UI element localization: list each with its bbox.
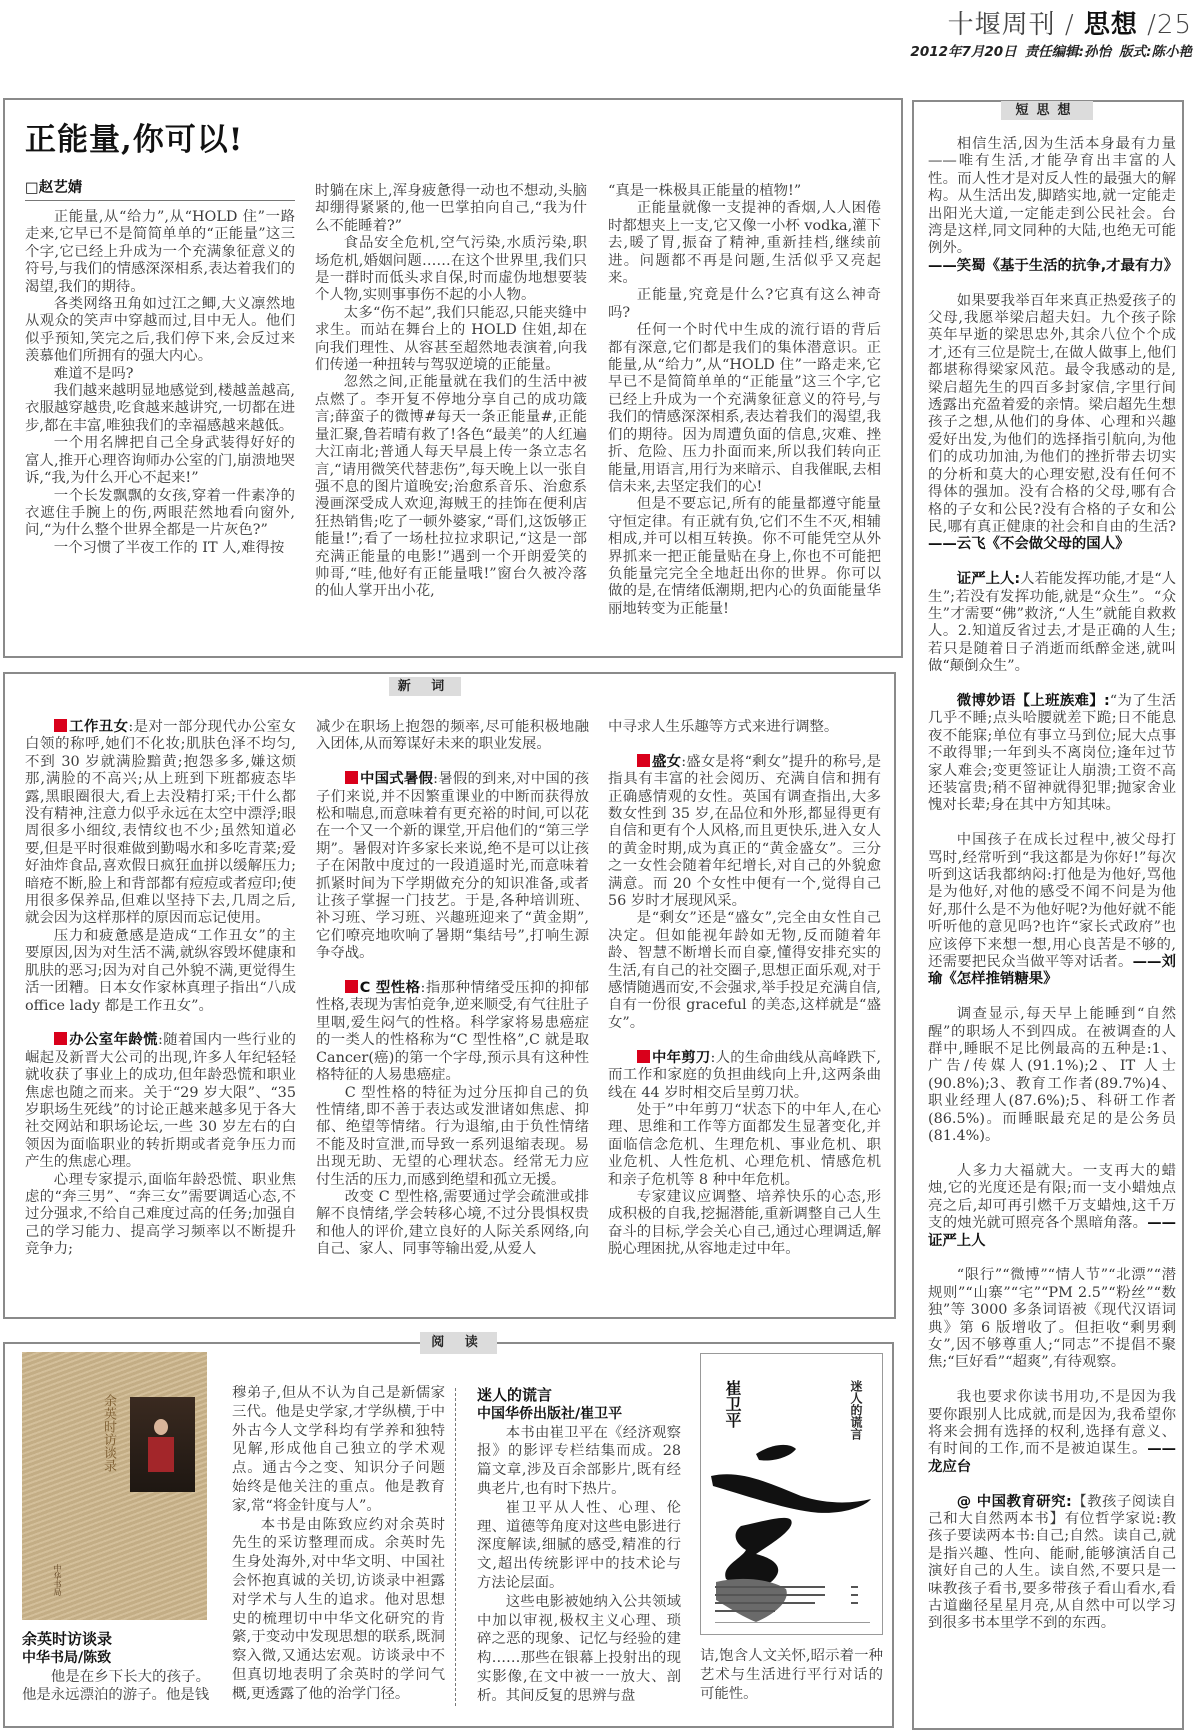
book2-text-a: [477, 1424, 681, 1706]
paragraph: [608, 496, 881, 618]
paragraph-text: 太多“伤不起”,我们只能忍,只能夹缝中求生。而站在舞台上的 HOLD 住姐,却在向我们理性、从容甚至超然地表演着,向我们传递一种扭转与驾驭逆境的正能量。: [315, 304, 587, 374]
paragraph: [315, 305, 587, 375]
section-name: 思想: [1083, 10, 1138, 40]
paragraph-text: C 型性格的特征为过分压抑自己的负性情绪,即不善于表达或发泄诸如焦虑、抑郁、绝望等情绪。行为退缩,由于负性情绪不能及时宣泄,而导致一系列退缩表现。易出现无助、无望的心理状态。经常无力应付生活的压力,而感到绝望和孤立无援。: [316, 1084, 589, 1188]
paragraph-text: “为了生活几乎不睡;点头哈腰就差下跪;日不能息夜不能寐;单位有事立马到位;屁大点事不敢得罪;一年到头不离岗位;逢年过节家人难会;变更签证让人崩溃;工资不高还装富贵;稍不留神就得犯罪;抛家舍业愧对长辈;身在其中方知其味。: [928, 692, 1177, 814]
paragraph: [25, 383, 295, 435]
quote-item: [928, 693, 1176, 815]
paragraph: [316, 771, 589, 962]
paragraph-text: 他是在乡下长大的孩子。他是永远漂泊的游子。他是钱: [22, 1668, 210, 1704]
quote-lead: @ 中国教育研究:: [956, 1493, 1072, 1510]
paragraph: [316, 980, 589, 1084]
paragraph-text: 【教孩子阅读自己和大自然两本书】有位哲学家说:教孩子要读两本书:自己;自然。读自己,就是指兴趣、性向、能耐,能够演活自己演好自己的人生。读自然,不要只是一味教孩子看书,要多带孩子看山看水,看古道幽径星星月亮,从自然中可以学习到很多书本里学不到的东西。: [928, 1493, 1176, 1632]
paragraph: [608, 322, 881, 496]
paragraph: [316, 1189, 589, 1259]
cover-title: 余英时访谈录: [101, 1394, 116, 1472]
quote-item: [928, 1389, 1176, 1476]
paragraph: [25, 488, 295, 540]
red-square-icon: [345, 980, 358, 993]
masthead: [948, 4, 1192, 41]
quote-item: [928, 1006, 1176, 1145]
paragraph-text: 一个长发飘飘的女孩,穿着一件素净的衣遮住手腕上的伤,两眼茫然地看向窗外,问,“为什么整个世界全都是一片灰色?”: [25, 487, 295, 539]
paragraph: [477, 1424, 681, 1499]
book2-publisher: 中国华侨出版社/崔卫平: [477, 1405, 623, 1422]
paragraph-text: 诘,饱含人文关怀,昭示着一种艺术与生活进行平行对话的可能性。: [700, 1648, 883, 1702]
term-label: 中年剪刀: [651, 1049, 711, 1066]
paragraph: [25, 209, 295, 296]
article-title: 正能量,你可以!: [25, 122, 244, 158]
editor: 责任编辑:孙怡: [1024, 44, 1112, 60]
paragraph: [608, 754, 881, 911]
paragraph-text: 中寻求人生乐趣等方式来进行调整。: [608, 719, 839, 735]
paragraph-text: 食品安全危机,空气污染,水质污染,职场危机,婚姻问题……在这个世界里,我们只是一群时而低头求自保,时而虚伪地想要装个人物,实则事事伤不起的小人物。: [315, 235, 587, 304]
paragraph-text: 一个用名牌把自己全身武装得好好的富人,推开心理咨询师办公室的门,崩溃地哭诉,“我,为什么开心不起来!”: [25, 435, 295, 487]
paragraph-text: 各类网络丑角如过江之鲫,大义凛然地从观众的笑声中穿越而过,目中无人。他们似乎预知,笑完之后,我们停下来,会反过来羡慕他们所拥有的强大内心。: [25, 296, 295, 365]
paragraph: [608, 183, 881, 200]
quote-item: [928, 832, 1176, 989]
term-label: 办公室年龄慌: [68, 1032, 158, 1049]
cover-photo: [130, 1397, 195, 1492]
red-square-icon: [637, 1050, 650, 1063]
cover-publisher: 中华书局: [53, 1564, 62, 1596]
sidebar-quotes: [928, 136, 1179, 1650]
paragraph: [608, 719, 881, 736]
paragraph: [608, 287, 881, 322]
quote-attribution: ——云飞《不会做父母的国人》: [928, 536, 1130, 553]
paragraph-text: 忽然之间,正能量就在我们的生活中被点燃了。李开复不停地分享自己的成功箴言;薛蛮子的微博#每天一条正能量#,正能量汇聚,鲁若晴有救了!各色“最美”的人红遍大江南北;普通人每天早晨上传一条立志名言,“请用微笑代替悲伤”,每天晚上以一张自强不息的图片道晚安;治愈系音乐、治愈系漫画深受成人欢迎,海贼王的挂饰在便利店狂热销售;吃了一顿外婆家,“哥们,这饭够正能量!”;看了一场杜拉拉求职记,“这是一部充满正能量的电影!”遇到一个开朗爱笑的帅哥,“哇,他好有正能量哦!”窗台久被冷落的仙人掌开出小花,: [315, 374, 587, 600]
paragraph-text: 崔卫平从人性、心理、伦理、道德等角度对这些电影进行深度解读,细腻的感受,精准的行文,超出传统影评中的技术论与方法论层面。: [477, 1499, 681, 1591]
quote-lead: 证严上人:: [956, 571, 1021, 588]
paragraph: [232, 1516, 445, 1704]
paragraph-text: 正能量,究竟是什么?它真有这么神奇吗?: [608, 287, 881, 321]
paragraph-text: 本书是由陈致应约对余英时先生的采访整理而成。余英时先生身处海外,对中华文明、中国社会怀抱真诚的关切,访谈录中袒露对学术与人生的追求。他对思想史的梳理切中中华文化研究的肯綮,于变动中发现思想的联系,既洞察入微,又通达宏观。访谈录中不但真切地表明了余英时的学问气概,更透露了他的治学门径。: [232, 1516, 445, 1702]
quote-item: [928, 1163, 1176, 1250]
book1-publisher: 中华书局/陈致: [22, 1649, 112, 1666]
paragraph-text: 这些电影被她纳入公共领域中加以审视,极权主义心理、琐碎之恶的现象、记忆与经验的建构……那些在银幕上投射出的现实影像,在文中被一一放大、剖析。其间反复的思辨与盘: [477, 1593, 681, 1704]
paragraph: [25, 540, 295, 557]
paragraph: [25, 1172, 296, 1259]
layout-editor: 版式:陈小艳: [1119, 44, 1192, 60]
quote-item: [928, 1267, 1176, 1371]
paragraph-text: 中国孩子在成长过程中,被父母打骂时,经常听到“我这都是为你好!”每次听到这话我都纳闷:打他是为他好,骂他是为他好,对他的感受不闻不问是为他好,那什么是不为他好呢?为他好就不能听听他的意见吗?也许“家长式政府”也应该停下来想一想,用心良苦是不够的,还需要把民众当做平等对话者。: [928, 832, 1176, 971]
paragraph-text: 心理专家提示,面临年龄恐慌、职业焦虑的“奔三男”、“奔三女”需要调适心态,不过分强求,不给自己难度过高的任务;加强自己的学习能力、提高学习频率以不断提升竞争力;: [25, 1171, 296, 1258]
paragraph-text: :盛女是将“剩女”提升的称号,是指具有丰富的社会阅历、充满自信和拥有正确感情观的女性。英国有调查指出,大多数女性到 35 岁,在品位和外形,都显得更有自信和更有个人风格,而且更快乐,进入女人的黄金时期,成为真正的“黄金盛女”。三分之一女性会随着年纪增长,对自己的外貌愈满意。而 20 个女性中便有一个,觉得自己 56 岁时才展现风采。: [608, 753, 881, 910]
quote-item: [928, 293, 1176, 554]
paragraph: [232, 1384, 445, 1516]
paragraph: [608, 1189, 881, 1259]
paragraph: [25, 1032, 296, 1171]
paragraph: [477, 1499, 681, 1593]
paragraph-text: 减少在职场上抱怨的频率,尽可能积极地融入团体,从而筹谋好未来的职业发展。: [316, 719, 589, 753]
quote-attribution: ——刘瑜《怎样推销糖果》: [928, 954, 1176, 988]
paragraph-text: 相信生活,因为生活本身最有力量——唯有生活,才能孕育出丰富的人性。而人性才是对反人性的最强大的解构。从生活出发,脚踏实地,就一定能走出阳光大道,一定能走到公民社会。台湾是这样,同文同种的大陆,也绝无可能例外。: [928, 136, 1176, 257]
article-byline: □赵艺婧: [25, 176, 295, 201]
newwords-column-2: [316, 719, 589, 1259]
book1-title: 余英时访谈录: [22, 1630, 113, 1648]
paragraph-text: 处于”中年剪刀“状态下的中年人,在心理、思维和工作等方面都发生显著变化,并面临信念危机、生理危机、事业危机、职业危机、人性危机、心理危机、情感危机和亲子危机等 8 种中年危机。: [608, 1101, 881, 1188]
paragraph-text: 我们越来越明显地感觉到,楼越盖越高,衣服越穿越贵,吃食越来越讲究,一切都在进步,都在丰富,唯独我们的幸福感越来越低。: [25, 383, 295, 434]
red-square-icon: [54, 719, 67, 732]
paragraph-text: 正能量,从“给力”,从“HOLD 住”一路走来,它早已不是简简单单的“正能量”这三个字,它已经上升成为一个充满象征意义的符号,与我们的情感深深相系,表达着我们的渴望,我们的期待。: [25, 209, 295, 295]
paragraph: [315, 183, 587, 235]
paragraph-text: :是对一部分现代办公室女白领的称呼,她们不化妆;肌肤色泽不均匀,不到 30 岁就满脸黯黄;抱怨多多,嫌这烦那,满脸的不高兴;从上班到下班都疲态毕露,黑眼圈很大,看上去没精打采;干什么都没有精神,注意力似乎永远在太空中漂浮;眼周很多小细纹,表情纹也不少;虽然知道必要,但是平时很难做到勤喝水和多吃青菜;爱好油炸食品,喜欢假日疯狂血拼以缓解压力;暗疮不断,脸上和背部都有痘痘或者痘印;使用很多保养品,但难以坚持下去,几周之后,就会因为这样那样的原因而忘记使用。: [25, 719, 296, 927]
paragraph-text: :暑假的到来,对中国的孩子们来说,并不因繁重课业的中断而获得放松和喘息,而意味着有更充裕的时间,可以花在一个又一个新的课堂,开启他们的“第三学期”。暑假对许多家长来说,绝不是可以让孩子在闲散中度过的一段逍遥时光,而意味着抓紧时间为下学期做充分的知识准备,或者让孩子掌握一门技艺。于是,各种培训班、补习班、学习班、兴趣班迎来了“黄金期”,它们嘹亮地吹响了暑期“集结号”,打响生源争夺战。: [316, 771, 589, 962]
book-cover-yu-yingshi: [22, 1352, 207, 1620]
paragraph-text: 人若能发挥功能,才是“人生”;若没有发挥功能,就是“众生”。“众生”才需要“佛”救济,“人生”就能自救救人。2.知道反省过去,才是正确的人生;若只是随着日子消逝而纸醉金迷,就叫做“颠倒众生”。: [928, 571, 1176, 675]
cover-author: 崔卫平: [723, 1380, 742, 1428]
paragraph-text: :指那种情绪受压抑的抑郁性格,表现为害怕竞争,逆来顺受,有气往肚子里咽,爱生闷气的性格。科学家将易患癌症的一类人的性格称为“C 型性格”,C 就是取 Cancer(癌)的第一个字母,预示具有这种性格特征的人易患癌症。: [316, 980, 589, 1084]
quote-item: [928, 1494, 1176, 1633]
newwords-label: 新 词: [389, 677, 461, 696]
paragraph-text: 时躺在床上,浑身疲惫得一动也不想动,头脑却绷得紧紧的,他一巴掌拍向自己,“我为什么不能睡着?”: [315, 183, 587, 234]
quote-lead: 微博妙语【上班族难】:: [956, 692, 1110, 709]
paragraph-text: 正能量就像一支提神的香烟,人人困倦时都想夹上一支,它又像一小杯 vodka,灌下去,暖了胃,振奋了精神,重新挂档,继续前进。问题都不再是问题,生活似乎又亮起来。: [608, 200, 881, 287]
paragraph: [25, 296, 295, 366]
term-label: 工作丑女: [68, 719, 129, 735]
paragraph-text: 如果要我举百年来真正热爱孩子的父母,我愿举梁启超夫妇。九个孩子除英年早逝的梁思忠外,其余八位个个成才,还有三位是院士,在做人做事上,他们都堪称得梁家风范。最令我感动的是,梁启超先生的四百多封家信,字里行间透露出充盈着爱的亲情。梁启超先生想孩子之想,从他们的身体、心理和兴趣爱好出发,为他们的选择指引航向,为他们的成功加油,为他们的挫折带去切实的分析和莫大的心理安慰,没有任何不得体的强加。没有合格的父母,哪有合格的子女和公民?没有合格的子女和公民,哪有真正健康的社会和自由的生活?: [928, 292, 1176, 535]
paragraph-text: :人的生命曲线从高峰跌下,而工作和家庭的负担曲线向上升,这两条曲线在 44 岁时相交后呈剪刀状。: [608, 1049, 881, 1101]
paragraph: [608, 910, 881, 1032]
quote-item: [928, 571, 1176, 675]
paragraph: [22, 1668, 210, 1706]
paper-name: 十堰周刊 /: [947, 10, 1075, 40]
paragraph: [608, 1050, 881, 1102]
reading-label: 阅 读: [420, 1332, 497, 1354]
newwords-column-1: [25, 719, 296, 1259]
quote-attribution: ——龙应台: [928, 1441, 1176, 1475]
quote-item: [928, 136, 1179, 275]
book1-caption: [22, 1630, 210, 1705]
paragraph-text: 一个习惯了半夜工作的 IT 人,难得按: [53, 539, 285, 556]
term-label: 盛女: [651, 753, 682, 770]
cover-title: 迷人的谎言: [849, 1380, 863, 1440]
term-label: 中国式暑假: [359, 771, 434, 788]
paragraph: [25, 719, 296, 928]
red-square-icon: [54, 1032, 67, 1045]
paragraph-text: “限行”“微博”“情人节”“北漂”“潜规则”“山寨”“宅”“PM 2.5”“粉丝”“数独”等 3000 多条词语被《现代汉语词典》第 6 版增收了。但拒收“剩男剩女”,因不够尊重人;“同志”不提倡不聚焦;“巨好看”“超爽”,有待观察。: [928, 1267, 1176, 1371]
paragraph: [608, 1102, 881, 1189]
paragraph-text: 调查显示,每天早上能睡到“自然醒”的职场人不到四成。在被调查的人群中,睡眠不足比例最高的五种是:1、广告/传媒人(91.1%);2、IT 人士(90.8%);3、教育工作者(89.7%)4、职业经理人(87.6%);5、科研工作者(86.5%)。而睡眠最充足的是公务员(81.4%)。: [928, 1006, 1176, 1145]
quote-attribution: ——笑蜀《基于生活的抗争,才最有力》: [928, 257, 1179, 274]
issue-date: 2012年7月20日: [910, 44, 1017, 60]
paragraph-text: 任何一个时代中生成的流行语的背后都有深意,它们都是我们的集体潜意识。正能量,从“给力”,从“HOLD 住”一路走来,它早已不是简简单单的“正能量”这三个字,它已经上升成为一个充满象征意义的符号,与我们的情感深深相系,表达着我们的渴望,我们的期待。因为周遭负面的信息,灾难、挫折、危险、压力扑面而来,所以我们转向正能量,用语言,用行为来暗示、自我催眠,去相信未来,去坚定我们的心!: [608, 322, 881, 495]
book2-block: [477, 1386, 681, 1706]
article-column-3: [608, 183, 881, 618]
paragraph: [608, 200, 881, 287]
paragraph-text: “真是一株极具正能量的植物!”: [608, 183, 802, 199]
paragraph: [315, 235, 587, 305]
red-square-icon: [637, 754, 650, 767]
book-cover-charming-lies: [700, 1353, 883, 1635]
paragraph-text: 我也要求你读书用功,不是因为我要你跟别人比成就,而是因为,我希望你将来会拥有选择的权利,选择有意义、有时间的工作,而不是被迫谋生。: [928, 1389, 1176, 1458]
book1-text-a: [22, 1668, 210, 1706]
paragraph-text: 改变 C 型性格,需要通过学会疏泄或排解不良情绪,学会转移心境,不过分畏惧权贵和他人的评价,建立良好的人际关系网络,向自己、家人、同事等输出爱,从爱人: [316, 1188, 589, 1258]
paragraph: [25, 366, 295, 383]
newwords-column-3: [608, 719, 881, 1259]
paragraph: [316, 1085, 589, 1189]
term-label: C 型性格: [359, 980, 421, 997]
paragraph: [316, 719, 589, 754]
dateline: [902, 40, 1192, 60]
paragraph-text: :随着国内一些行业的崛起及新晋大公司的出现,许多人年纪轻轻就收获了事业上的成功,但年龄恐慌和职业焦虑也随之而来。关于“29 岁大限”、“35 岁职场生死线”的讨论正越来越多见于各大社交网站和职场论坛,一些 30 岁左右的白领因为面临职业的转折期或者竞争压力而产生的焦虑心理。: [25, 1032, 296, 1171]
book2-text-b: [700, 1647, 883, 1703]
sidebar-label: 短思想: [1001, 101, 1093, 120]
paragraph-text: 但是不要忘记,所有的能量都遵守能量守恒定律。有正就有负,它们不生不灭,相辅相成,并可以相互转换。你不可能凭空从外界抓来一把正能量贴在身上,你也不可能把负能量完完全全地赶出你的世界。你可以做的是,在情绪低潮期,把内心的负面能量华丽地转变为正能量!: [608, 496, 881, 617]
paragraph-text: 穆弟子,但从不认为自己是新儒家三代。他是史学家,才学纵横,于中外古今人文学科均有学养和独特见解,形成他自己独立的学术观点。通古今之变、知识分子问题始终是他关注的重点。他是教育家,常“将金针度与人”。: [232, 1385, 445, 1514]
paragraph: [700, 1647, 883, 1703]
quote-attribution: ——证严上人: [928, 1215, 1176, 1249]
paragraph-text: 压力和疲惫感是造成“工作丑女”的主要原因,因为对生活不满,就纵容毁坏健康和肌肤的恶习;因为对自己外貌不满,更觉得生活一团糟。日本女作家林真理子指出“八成 office lady 都是工作丑女”。: [25, 927, 296, 1014]
paragraph: [25, 435, 295, 487]
book2-title: 迷人的谎言: [477, 1386, 553, 1404]
paragraph-text: 专家建议应调整、培养快乐的心态,形成积极的自我,挖掘潜能,重新调整自己人生奋斗的目标,学会关心自己,通过心理调适,解脱心理困扰,从容地走过中年。: [608, 1188, 881, 1258]
brush-stroke-icon: [701, 1354, 882, 1634]
paragraph: [315, 374, 587, 600]
column-divider: [455, 1388, 456, 1706]
page-number: /25: [1147, 10, 1192, 40]
paragraph-text: 是“剩女”还是“盛女”,完全由女性自己决定。但如能视年龄如无物,反而随着年龄、智慧不断增长而自豪,懂得安排充实的生活,有自己的社交圈子,思想正面乐观,对于感情随遇而安,不会强求,举手投足充满自信,自有一份很 graceful 的美态,这样就是“盛女”。: [608, 910, 881, 1031]
book1-text-b: [232, 1384, 445, 1704]
paragraph: [25, 928, 296, 1015]
paragraph-text: 难道不是吗?: [53, 365, 134, 382]
article-column-2: [315, 183, 587, 601]
article-column-1: [25, 209, 295, 557]
paragraph-text: 人多力大福就大。一支再大的蜡烛,它的光度还是有限;而一支小蜡烛点亮之后,却可再引燃千万支蜡烛,这千万支的烛光就可照亮各个黑暗角落。: [928, 1162, 1176, 1232]
red-square-icon: [345, 771, 358, 784]
paragraph-text: 本书由崔卫平在《经济观察报》的影评专栏结集而成。28 篇文章,涉及百余部影片,既有经典老片,也有时下热片。: [477, 1424, 681, 1497]
paragraph: [477, 1593, 681, 1706]
